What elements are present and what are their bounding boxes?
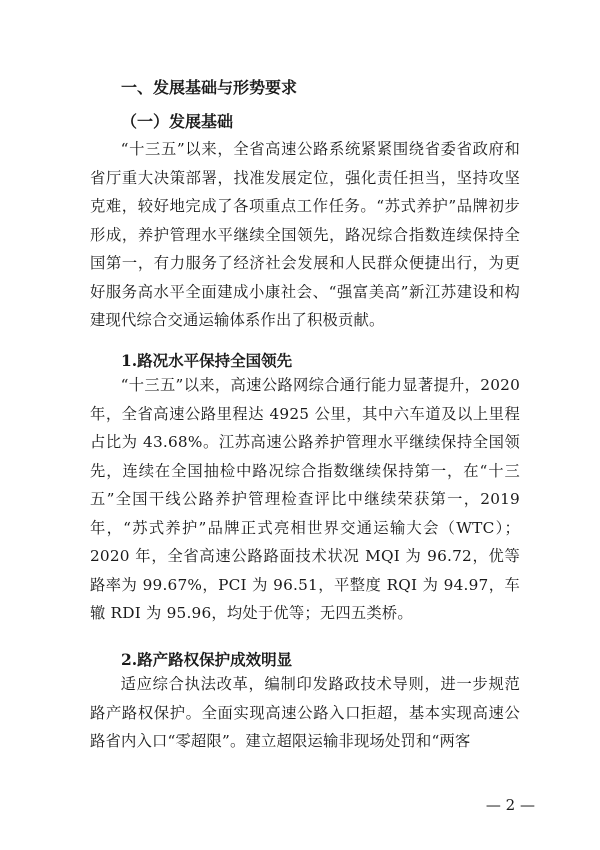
paragraph-road-condition: “十三五”以来，高速公路网综合通行能力显著提升，2020年，全省高速公路里程达 4925 公里，其中六车道及以上里程占比为 43.68%。江苏高速公路养护管理水平继续保持全国领先，连续在全国抽检中路况综合指数继续保持第一，在“十三五”全国干线公路养护管理检查评比中继续荣获第一，2019年，“苏式养护”品牌正式亮相世界交通运输大会（WTC）；2020 年，全省高速公路路面技术状况 MQI 为 96.72，优等路率为 99.67%，PCI 为 96.51，平整度 RQI 为 94.97，车辙 RDI 为 95.96，均处于优等；无四五类桥。 xyxy=(90,376,520,622)
page-number: — 2 — xyxy=(485,796,535,814)
sub-heading-road-condition: 1.路况水平保持全国领先 xyxy=(121,351,293,370)
subsection-heading: （一）发展基础 xyxy=(121,112,234,131)
sub-heading-road-protection: 2.路产路权保护成效明显 xyxy=(121,650,293,669)
paragraph-road-protection: 适应综合执法改革，编制印发路政技术导则，进一步规范路产路权保护。全面实现高速公路入口拒超，基本实现高速公路省内入口“零超限”。建立超限运输非现场处罚和“两客 xyxy=(90,675,520,750)
paragraph-overview: “十三五”以来，全省高速公路系统紧紧围绕省委省政府和省厅重大决策部署，找准发展定位，强化责任担当，坚持攻坚克难，较好地完成了各项重点工作任务。“苏式养护”品牌初步形成，养护管理水平继续全国领先，路况综合指数连续保持全国第一，有力服务了经济社会发展和人民群众便捷出行，为更好服务高水平全面建成小康社会、“强富美高”新江苏建设和构建现代综合交通运输体系作出了积极贡献。 xyxy=(90,140,520,329)
section-heading: 一、发展基础与形势要求 xyxy=(121,78,298,97)
